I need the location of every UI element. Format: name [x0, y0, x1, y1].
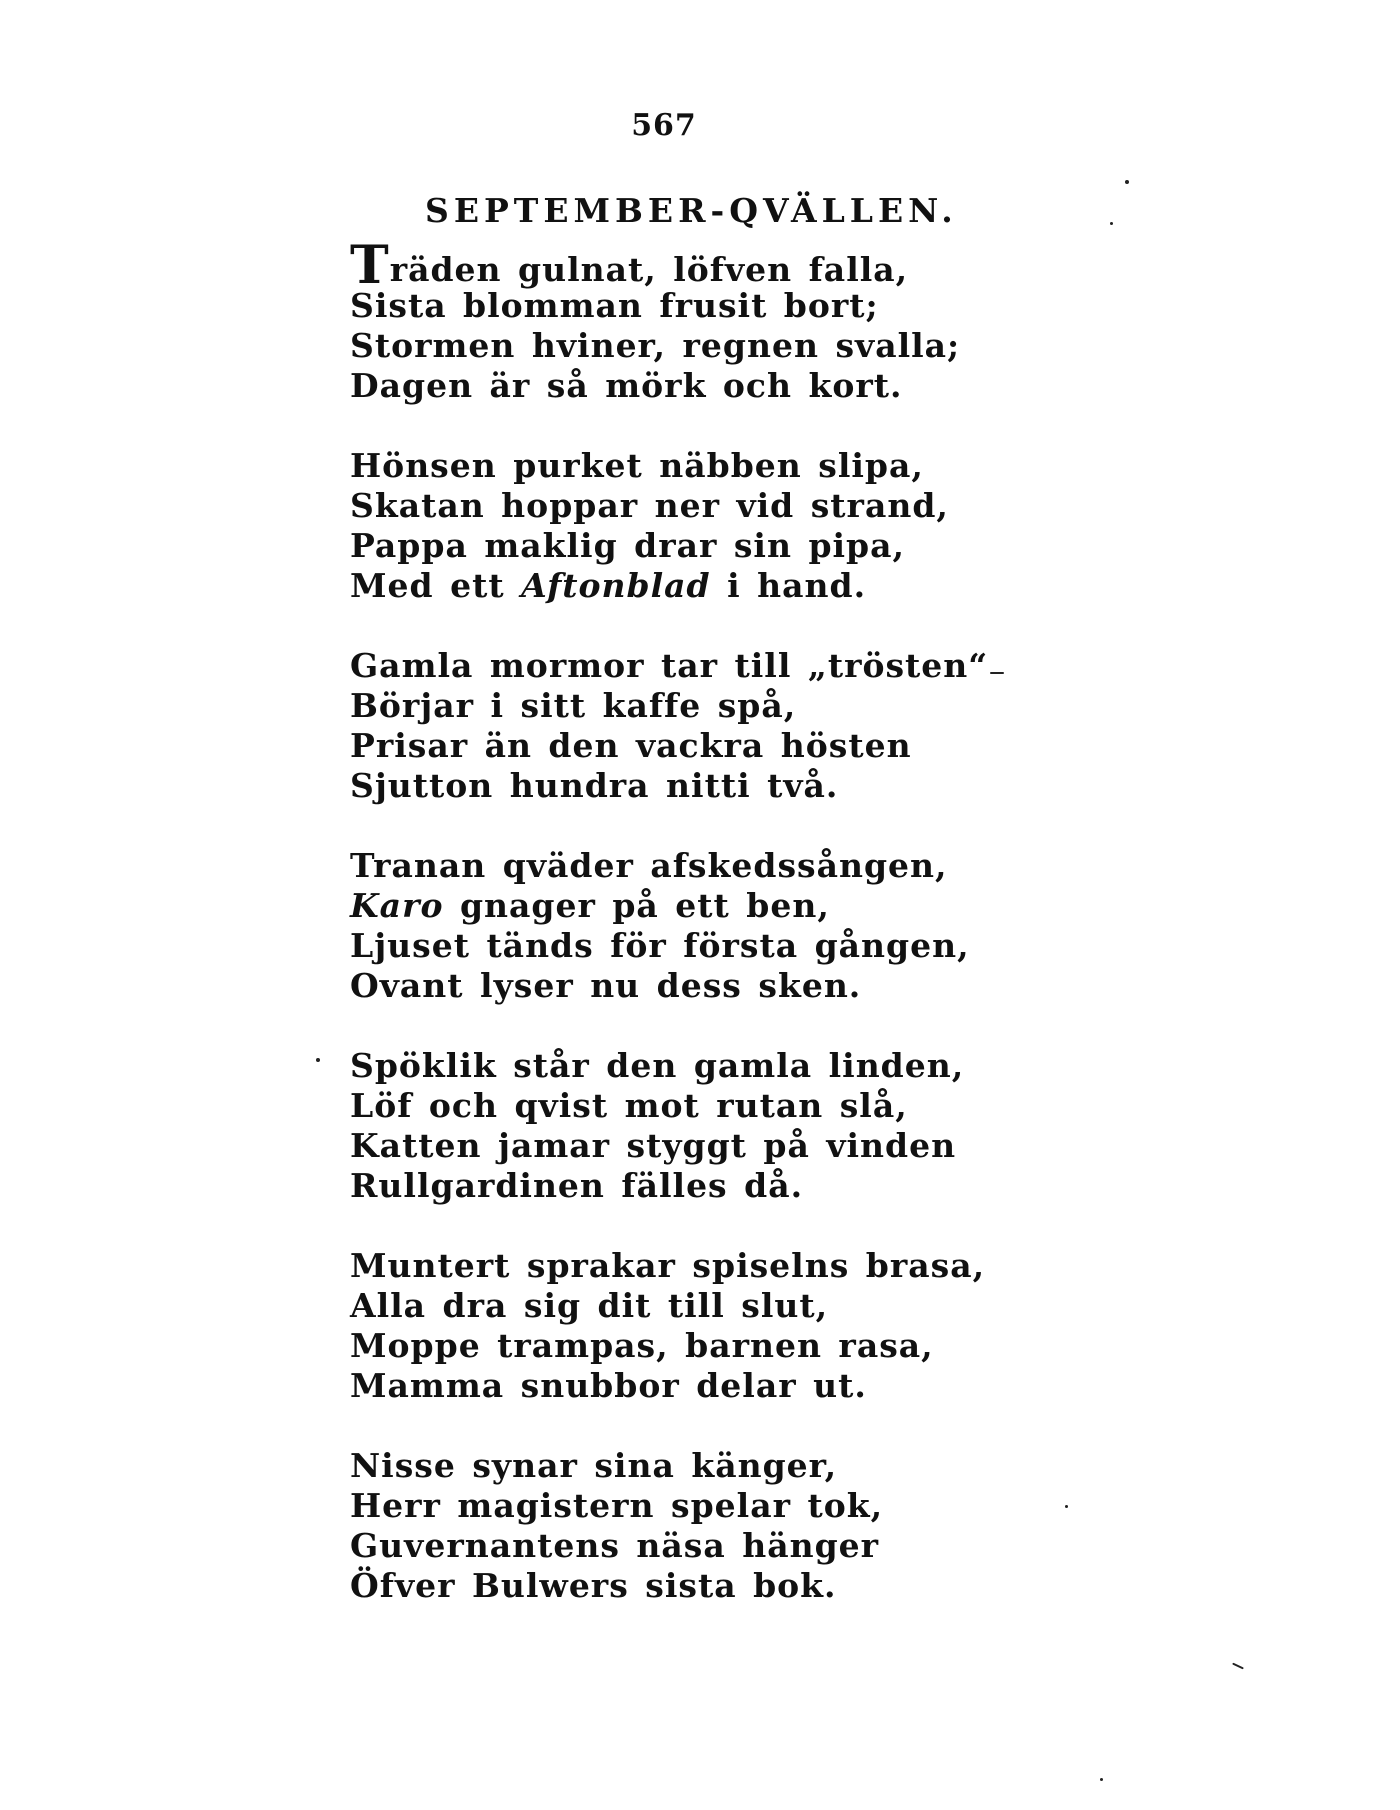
poem-line: Skatan hoppar ner vid strand, [350, 486, 949, 525]
poem-line: Tranan qväder afskedssången, [350, 846, 948, 885]
poem-line: Katten jamar styggt på vinden [350, 1126, 957, 1165]
poem-line: Nisse synar sina känger, [350, 1446, 838, 1485]
poem-body [350, 235, 989, 1646]
stanza [350, 1446, 950, 1606]
poem-title: SEPTEMBER-QVÄLLEN. [425, 191, 958, 230]
poem-line: Guvernantens näsa hänger [350, 1526, 880, 1565]
stanza [350, 1046, 965, 1206]
scan-speck [316, 1058, 320, 1062]
poem-line: Hönsen purket näbben slipa, [350, 446, 924, 485]
poem-line: Sjutton hundra nitti två. [350, 766, 839, 805]
stanza [350, 446, 950, 606]
poem-line: Ljuset tänds för första gången, [350, 926, 970, 965]
poem-line: Alla dra sig dit till slut, [350, 1286, 829, 1325]
poem-line: Moppe trampas, barnen rasa, [350, 1326, 934, 1365]
line-text: gnager på ett ben, [443, 886, 830, 925]
stanza [350, 646, 989, 806]
line-text: räden gulnat, löfven falla, [389, 250, 909, 289]
stanza [350, 235, 961, 406]
poem-line: Spöklik står den gamla linden, [350, 1046, 965, 1085]
poem-line [350, 235, 950, 296]
line-text: Med ett [350, 566, 522, 605]
poem-line: Öfver Bulwers sista bok. [350, 1566, 837, 1605]
scan-speck [1065, 1505, 1068, 1508]
italic-name: Karo [350, 886, 444, 925]
poem-line: Rullgardinen fälles då. [350, 1166, 804, 1205]
poem-line: Börjar i sitt kaffe spå, [350, 686, 797, 725]
stanza [350, 846, 970, 1006]
poem-line [350, 886, 950, 926]
poem-line: Stormen hviner, regnen svalla; [350, 326, 961, 365]
poem-line: Sista blomman frusit bort; [350, 286, 879, 325]
poem-line [350, 566, 950, 606]
stanza [350, 1246, 986, 1406]
poem-line: Herr magistern spelar tok, [350, 1486, 884, 1525]
drop-cap: T [350, 235, 390, 296]
line-text: i hand. [710, 566, 867, 605]
scan-speck [1125, 180, 1129, 184]
poem-line: Löf och qvist mot rutan slå, [350, 1086, 908, 1125]
poem-line: Mamma snubbor delar ut. [350, 1366, 867, 1405]
poem-line: Gamla mormor tar till „trösten“ [350, 646, 989, 685]
page-number: 567 [631, 108, 697, 143]
poem-line: Pappa maklig drar sin pipa, [350, 526, 905, 565]
scan-speck [1110, 222, 1113, 225]
poem-line: Muntert sprakar spiselns brasa, [350, 1246, 986, 1285]
italic-title: Aftonblad [521, 566, 711, 605]
scan-speck [1232, 1663, 1244, 1670]
poem-line: Ovant lyser nu dess sken. [350, 966, 862, 1005]
poem-line: Dagen är så mörk och kort. [350, 366, 903, 405]
scan-speck [990, 672, 1004, 674]
poem-line: Prisar än den vackra hösten [350, 726, 912, 765]
scan-speck [1100, 1778, 1103, 1781]
